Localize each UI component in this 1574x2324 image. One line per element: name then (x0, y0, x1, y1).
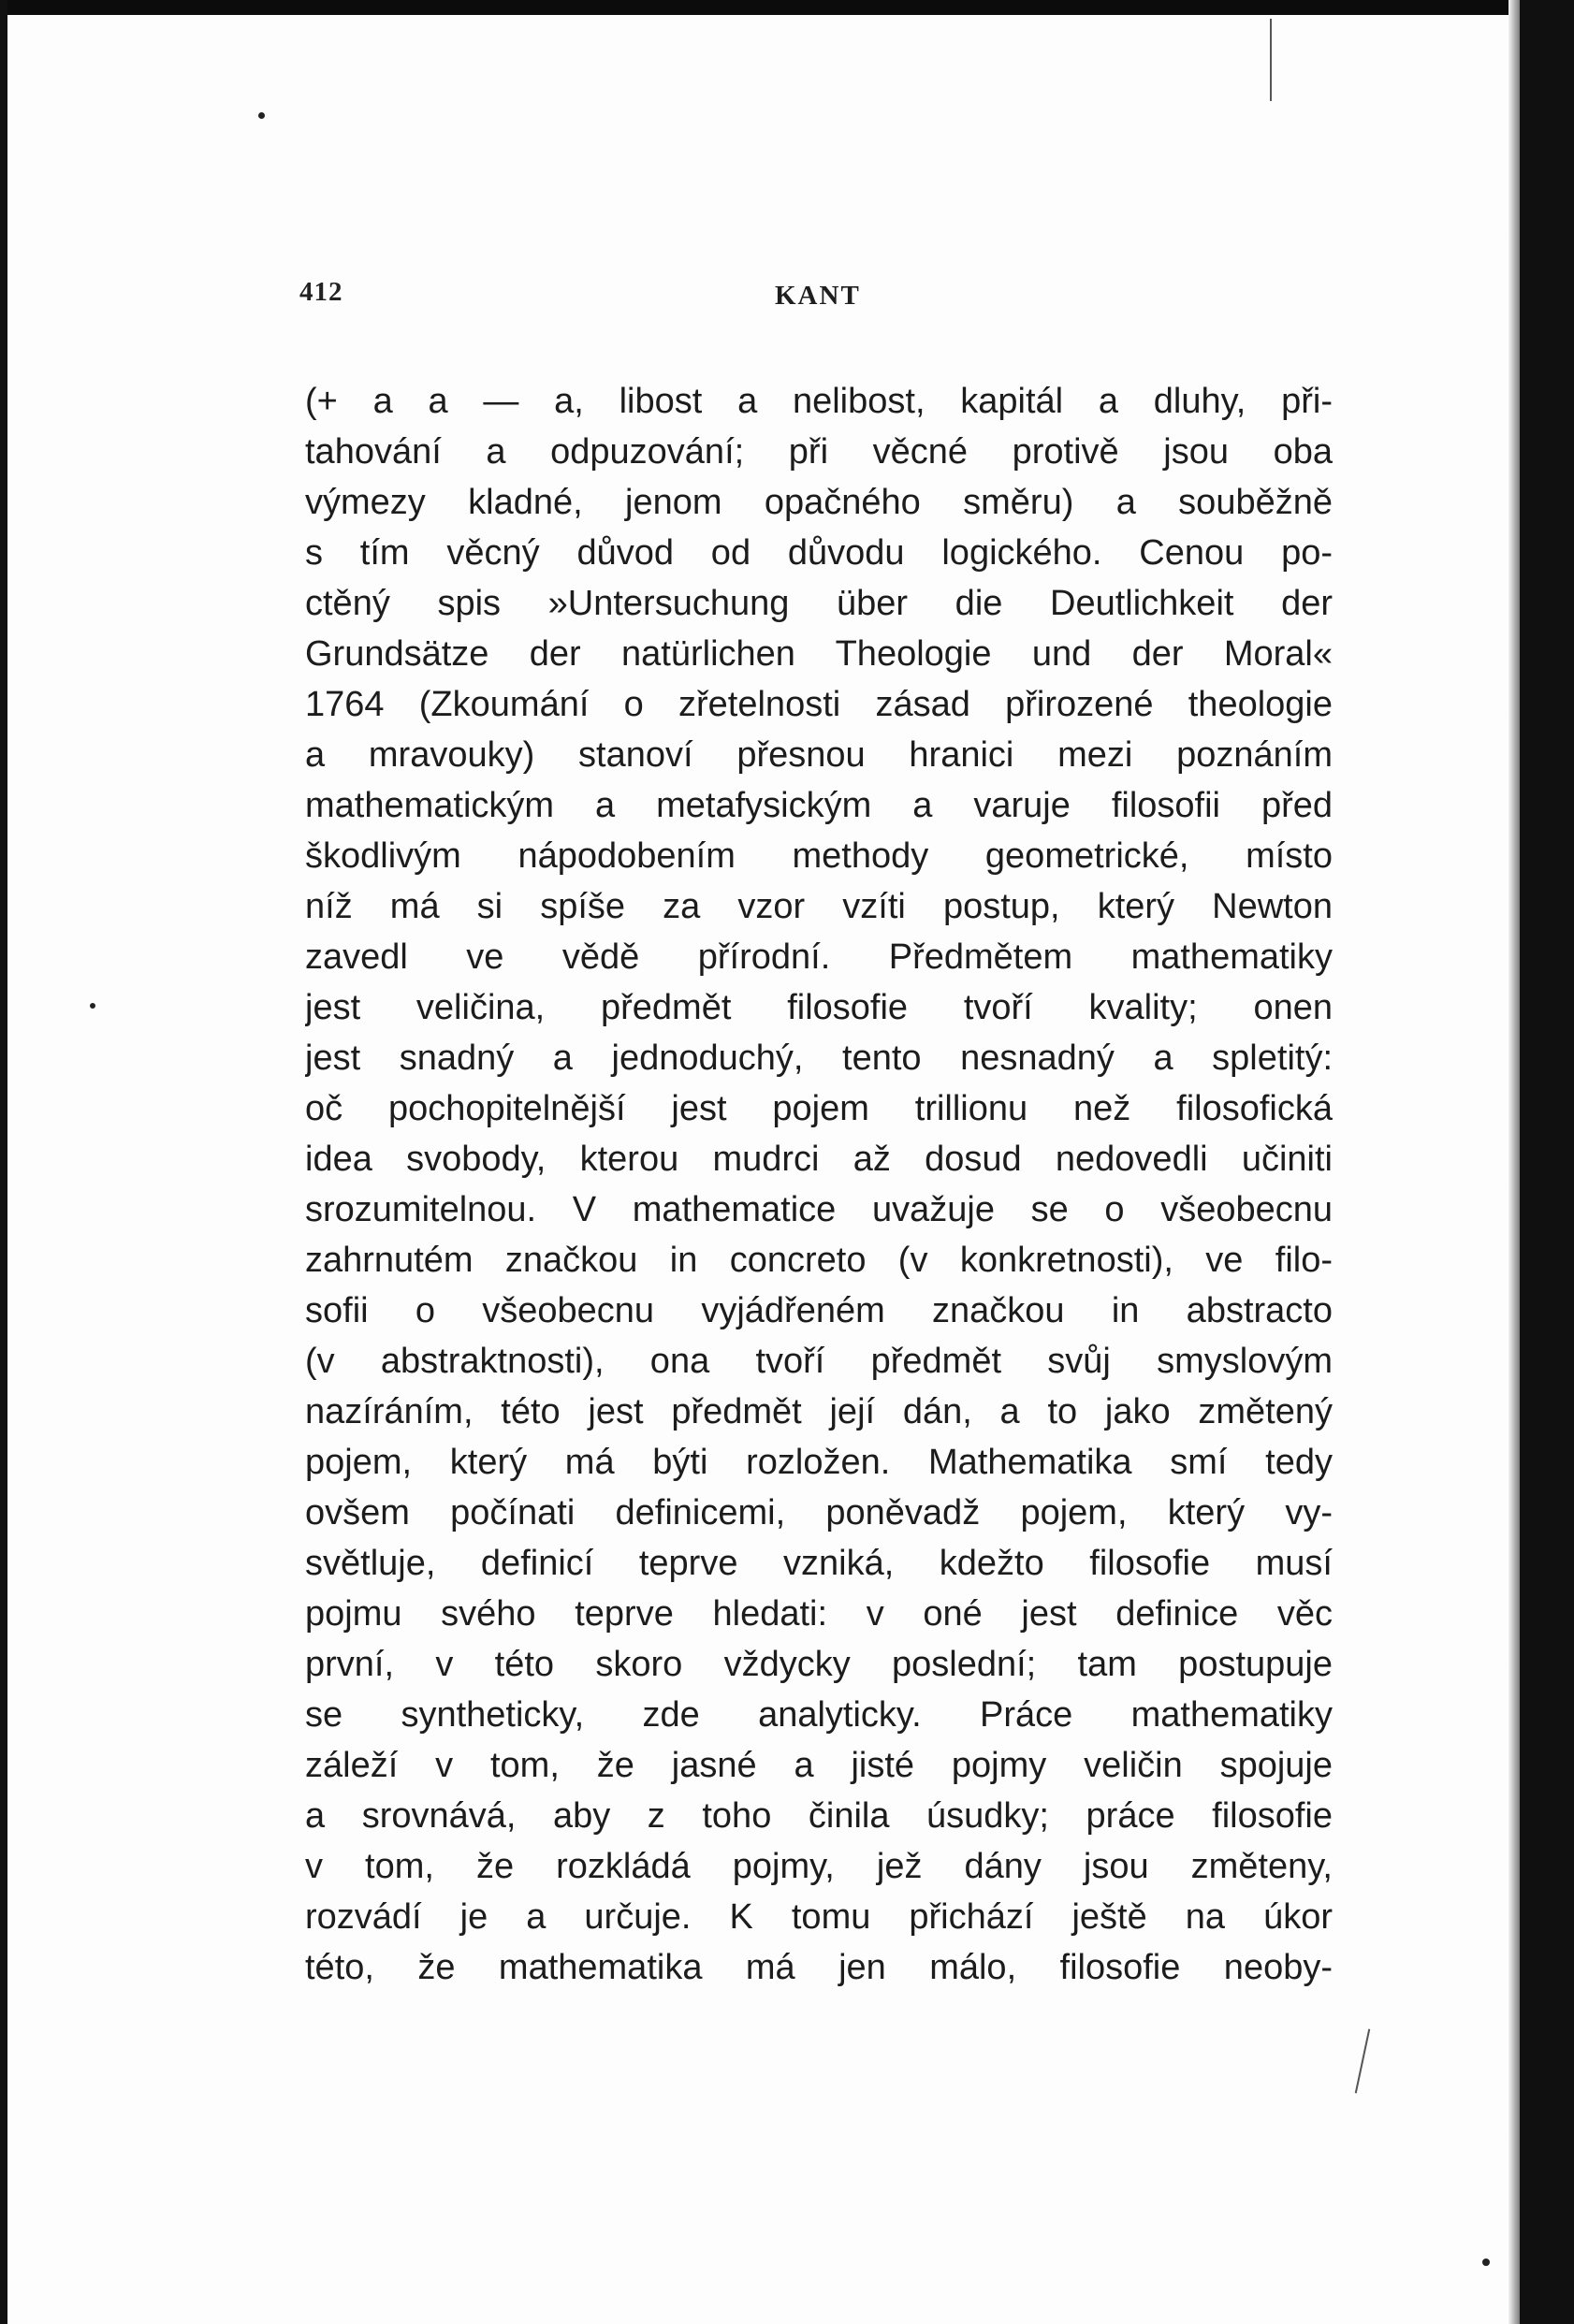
text-line: pojmu svého teprve hledati: v oné jest definice věc (305, 1594, 1333, 1634)
text-line: záleží v tom, že jasné a jisté pojmy veličin spojuje (305, 1746, 1333, 1785)
text-line: rozvádí je a určuje. K tomu přichází ještě na úkor (305, 1897, 1333, 1937)
scan-speck (90, 1003, 95, 1009)
text-line: světluje, definicí teprve vzniká, kdežto filosofie musí (305, 1544, 1333, 1583)
scan-edge-top (0, 0, 1574, 15)
scan-edge-left (0, 0, 7, 2324)
text-line: (v abstraktnosti), ona tvoří předmět svůj smyslovým (305, 1342, 1333, 1381)
text-line: jest snadný a jednoduchý, tento nesnadný a spletitý: (305, 1039, 1333, 1078)
text-line: této, že mathematika má jen málo, filosofie neoby- (305, 1948, 1333, 1987)
page-number: 412 (299, 277, 343, 307)
text-line: mathematickým a metafysickým a varuje filosofii před (305, 786, 1333, 825)
text-line: a srovnává, aby z toho činila úsudky; práce filosofie (305, 1796, 1333, 1836)
text-line: nazíráním, této jest předmět její dán, a to jako změtený (305, 1392, 1333, 1431)
text-line: níž má si spíše za vzor vzíti postup, který Newton (305, 887, 1333, 926)
text-line: v tom, že rozkládá pojmy, jež dány jsou změteny, (305, 1847, 1333, 1886)
text-line: první, v této skoro vždycky poslední; tam postupuje (305, 1645, 1333, 1684)
scan-edge-right (1520, 0, 1574, 2324)
scan-speck (1482, 2259, 1490, 2266)
text-line: zahrnutém značkou in concreto (v konkretnosti), ve filo- (305, 1241, 1333, 1280)
text-line: ovšem počínati definicemi, poněvadž pojem, který vy- (305, 1493, 1333, 1532)
text-line: 1764 (Zkoumání o zřetelnosti zásad přirozené theologie (305, 685, 1333, 724)
scan-scratch (1270, 19, 1272, 101)
text-line: ctěný spis »Untersuchung über die Deutlichkeit der (305, 584, 1333, 623)
text-line: se syntheticky, zde analyticky. Práce mathematiky (305, 1695, 1333, 1735)
text-line: Grundsätze der natürlichen Theologie und der Moral« (305, 634, 1333, 674)
scan-scratch (1355, 2029, 1371, 2094)
body-text (305, 376, 1333, 1993)
text-line: jest veličina, předmět filosofie tvoří kvality; onen (305, 988, 1333, 1027)
text-line: oč pochopitelnější jest pojem trillionu než filosofická (305, 1089, 1333, 1128)
text-line: pojem, který má býti rozložen. Mathematika smí tedy (305, 1443, 1333, 1482)
running-head: KANT (775, 281, 861, 311)
text-line: a mravouky) stanoví přesnou hranici mezi poznáním (305, 735, 1333, 775)
text-line: srozumitelnou. V mathematice uvažuje se o všeobecnu (305, 1190, 1333, 1229)
text-line: tahování a odpuzování; při věcné protivě jsou oba (305, 432, 1333, 472)
text-line: výmezy kladné, jenom opačného směru) a souběžně (305, 483, 1333, 522)
text-line: sofii o všeobecnu vyjádřeném značkou in abstracto (305, 1291, 1333, 1330)
text-line: s tím věcný důvod od důvodu logického. Cenou po- (305, 533, 1333, 573)
text-line: (+ a a — a, libost a nelibost, kapitál a dluhy, při- (305, 382, 1333, 421)
text-line: idea svobody, kterou mudrci až dosud nedovedli učiniti (305, 1140, 1333, 1179)
scan-speck (258, 112, 265, 119)
text-line: škodlivým nápodobením methody geometrické, místo (305, 836, 1333, 876)
text-line: zavedl ve vědě přírodní. Předmětem mathematiky (305, 937, 1333, 977)
